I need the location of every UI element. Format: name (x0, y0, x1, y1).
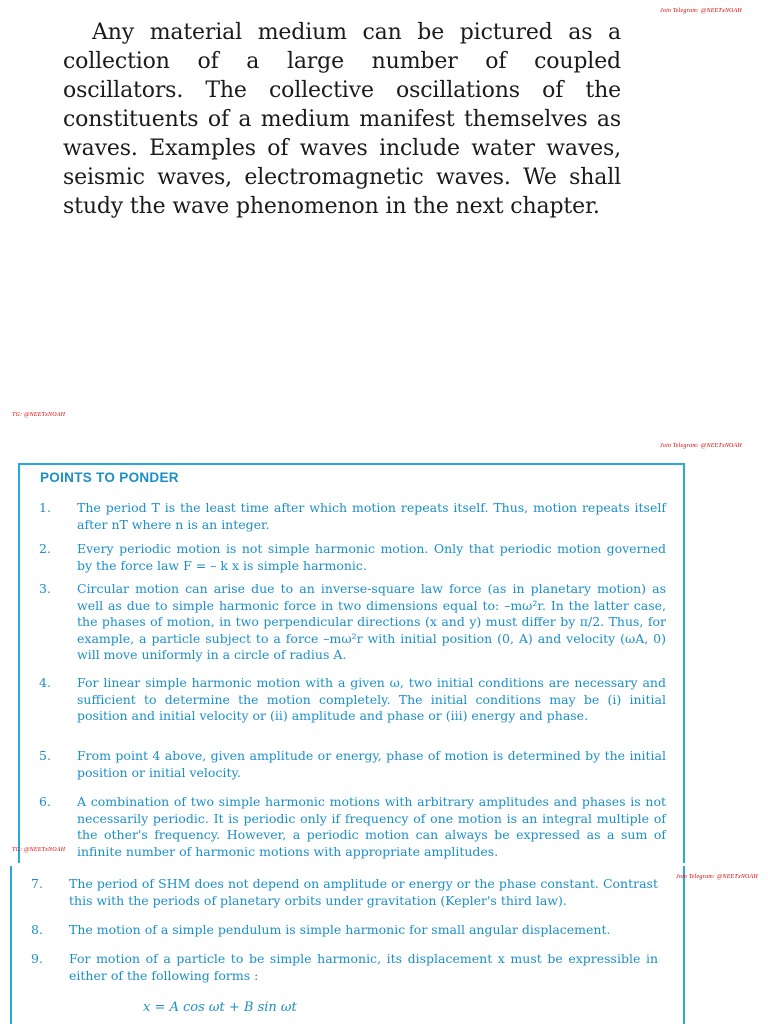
item-text: Every periodic motion is not simple harmonic motion. Only that periodic motion governed by the force law F = – k x is simple harmonic. (77, 541, 666, 573)
item-text: The period of SHM does not depend on amplitude or energy or the phase constant. Contrast this with the periods of planetary orbits under gravitation (Kepler's third law). (69, 876, 658, 908)
watermark-join-telegram: Join Telegram: @NEETxNOAH (660, 8, 742, 14)
watermark-tg: TG: @NEETxNOAH (12, 847, 66, 853)
item-text: Circular motion can arise due to an inverse-square law force (as in planetary motion) as well as due to simple harmonic force in two dimensions equal to: –mω²r. In the latter case, the phases of motion, in two perpendicular directions (x and y) must differ by π/2. Thus, for example, a particle subject to a force –mω²r with initial position (0, A) and velocity (ωA, 0) will move uniformly in a circle of radius A. (77, 581, 666, 662)
item-number: 5. (39, 748, 51, 763)
watermark-tg: TG: @NEETxNOAH (12, 412, 66, 418)
item-text: For motion of a particle to be simple harmonic, its displacement x must be expressible in either of the following forms : (69, 951, 658, 983)
item-number: 7. (31, 876, 43, 891)
item-number: 1. (39, 500, 51, 515)
item-text: The motion of a simple pendulum is simple harmonic for small angular displacement. (69, 922, 611, 937)
item-text: The period T is the least time after which motion repeats itself. Thus, motion repeats itself after nT where n is an integer. (77, 500, 666, 532)
item-number: 2. (39, 541, 51, 556)
body-paragraph: Any material medium can be pictured as a collection of a large number of coupled oscillators. The collective oscillations of the constituents of a medium manifest themselves as waves. Examples of waves include water waves, seismic waves, electromagnetic waves. We shall study the wave phenomenon in the next chapter. (63, 20, 621, 219)
page-1 (0, 0, 768, 432)
item-number: 3. (39, 581, 51, 596)
watermark-join-telegram: Join Telegram: @NEETxNOAH (660, 443, 742, 449)
page-3 (0, 866, 768, 1024)
section-heading: POINTS TO PONDER (40, 470, 179, 485)
item-number: 6. (39, 794, 51, 809)
item-text: For linear simple harmonic motion with a given ω, two initial conditions are necessary and sufficient to determine the motion completely. The initial conditions may be (i) initial position and initial velocity or (ii) amplitude and phase or (iii) energy and phase. (77, 675, 666, 723)
displacement-formula: x = A cos ωt + B sin ωt (143, 1000, 297, 1015)
item-number: 8. (31, 922, 43, 937)
page-2 (0, 432, 768, 866)
item-number: 9. (31, 951, 43, 966)
item-number: 4. (39, 675, 51, 690)
item-text: A combination of two simple harmonic motions with arbitrary amplitudes and phases is not necessarily periodic. It is periodic only if frequency of one motion is an integral multiple of the other's frequency. However, a periodic motion can always be expressed as a sum of infinite number of harmonic motions with appropriate amplitudes. (77, 794, 666, 859)
watermark-join-telegram: Join Telegram: @NEETxNOAH (676, 874, 758, 880)
item-text: From point 4 above, given amplitude or energy, phase of motion is determined by the initial position or initial velocity. (77, 748, 666, 780)
